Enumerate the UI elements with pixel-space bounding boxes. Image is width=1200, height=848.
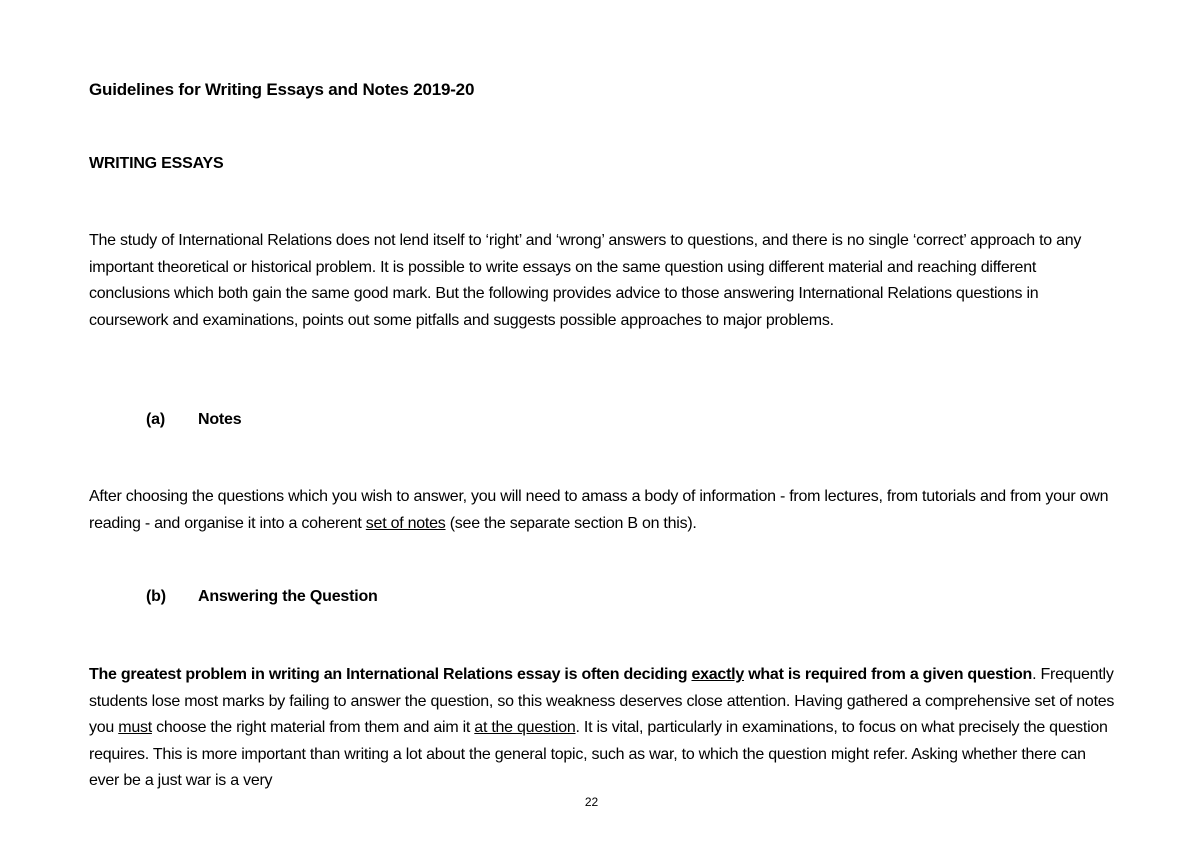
document-title: Guidelines for Writing Essays and Notes 2019-20 xyxy=(89,80,475,99)
question-bold-text-2: what is required from a given question xyxy=(744,666,1033,683)
intro-paragraph: The study of International Relations does not lend itself to ‘right’ and ‘wrong’ answers to questions, and there is no single ‘correct’ approach to any important theoretical or historical problem. It is possible to write essays on the same question using different material and reaching different conclusions which both gain the same good mark. But the following provides advice to those answering International Relations questions in coursework and examinations, points out some pitfalls and suggests possible approaches to major problems. xyxy=(89,232,1082,329)
question-text-1: . Frequently students lose most marks by failing to answer the question, so this weakness deserves close attention. Having gathered a comprehensive set of notes you xyxy=(89,666,1115,736)
question-underlined-text-1: must xyxy=(118,719,152,736)
notes-paragraph xyxy=(89,484,1119,537)
page-number: 22 xyxy=(584,795,599,809)
question-bold-text-1: The greatest problem in writing an International Relations essay is often deciding xyxy=(89,666,692,683)
question-underlined-text-2: at the question xyxy=(474,719,576,736)
subsection-a-heading xyxy=(146,411,241,429)
subsection-b-title: Answering the Question xyxy=(198,588,378,605)
section-heading: WRITING ESSAYS xyxy=(89,155,224,172)
subsection-a-title: Notes xyxy=(198,411,242,428)
question-text-3: . It is vital, particularly in examinations, to focus on what precisely the question requires. This is more important than writing a lot about the general topic, such as war, to which the question might refer. Asking whether there can ever be a just war is a very xyxy=(89,719,1108,789)
question-bold-underlined-text: exactly xyxy=(691,666,744,683)
subsection-b-label: (b) xyxy=(146,588,166,605)
question-paragraph xyxy=(89,662,1119,795)
question-text-2: choose the right material from them and aim it xyxy=(151,719,475,736)
notes-text-before: After choosing the questions which you wish to answer, you will need to amass a body of information - from lectures, from tutorials and from your own reading - and organise it into a coherent xyxy=(89,488,1109,532)
subsection-a-label: (a) xyxy=(146,411,165,428)
notes-underlined-text: set of notes xyxy=(365,514,446,532)
notes-text-after: (see the separate section B on this). xyxy=(445,514,697,532)
subsection-b-heading xyxy=(146,588,378,606)
